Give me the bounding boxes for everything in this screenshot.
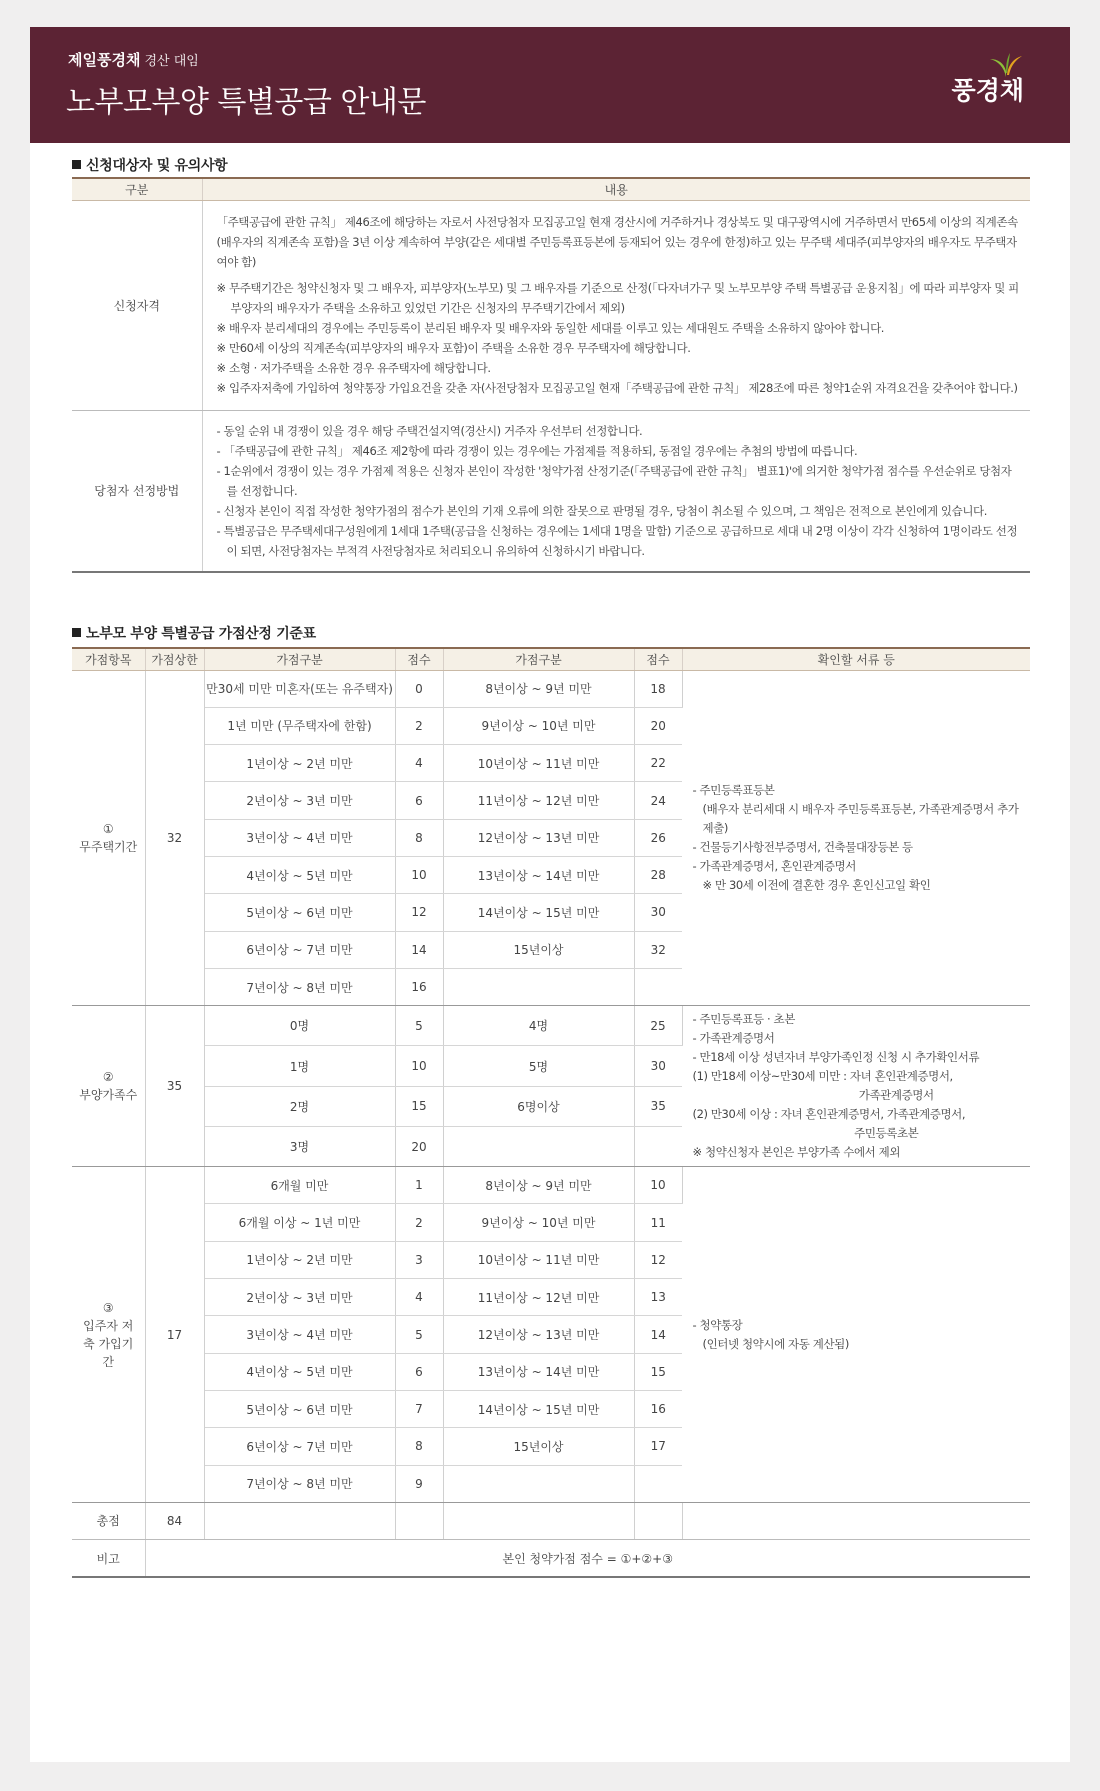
- col-header-content: 내용: [202, 178, 1030, 200]
- score-cell: [634, 1465, 682, 1502]
- table-row: [72, 200, 1030, 410]
- item-name: 무주택기간: [79, 839, 138, 854]
- table-row: [72, 670, 1030, 707]
- score-cell: 30: [634, 1046, 682, 1086]
- document-line: - 만18세 이상 성년자녀 부양가족인정 신청 시 추가확인서류: [692, 1050, 980, 1065]
- score-max-cell: 17: [145, 1167, 204, 1503]
- division-cell: 6명이상: [443, 1086, 634, 1126]
- score-cell: 26: [634, 819, 682, 856]
- documents-cell: [682, 1006, 1030, 1167]
- score-cell: 25: [634, 1006, 682, 1046]
- score-cell: 16: [395, 968, 443, 1005]
- division-cell: 4명: [443, 1006, 634, 1046]
- score-cell: 10: [634, 1167, 682, 1204]
- division-cell: 4년이상 ~ 5년 미만: [204, 856, 395, 893]
- division-cell: 1년 미만 (무주택자에 한함): [204, 707, 395, 744]
- score-item-cell: [72, 1006, 145, 1167]
- section-eligibility-title: 신청대상자 및 유의사항: [72, 155, 227, 175]
- note-item: ※ 입주자저축에 가입하여 청약통장 가입요건을 갖춘 자(사전당첨자 모집공고일 현재「주택공급에 관한 규칙」 제28조에 따른 청약1순위 자격요건을 갖추어야 합니다.): [216, 381, 1018, 395]
- division-cell: 10년이상 ~ 11년 미만: [443, 745, 634, 782]
- list-item: - 동일 순위 내 경쟁이 있을 경우 해당 주택건설지역(경산시) 거주자 우선부터 선정합니다.: [216, 423, 643, 438]
- division-cell: 6개월 미만: [204, 1167, 395, 1204]
- score-cell: 22: [634, 745, 682, 782]
- score-cell: 20: [634, 707, 682, 744]
- table-header-row: [72, 648, 1030, 670]
- header-banner: [30, 27, 1070, 143]
- col-header-category: 구분: [72, 178, 202, 200]
- division-cell: 5명: [443, 1046, 634, 1086]
- remark-row: [72, 1540, 1030, 1577]
- col-header-documents: 확인할 서류 등: [682, 648, 1030, 670]
- empty-cell: [395, 1502, 443, 1539]
- division-cell: 7년이상 ~ 8년 미만: [204, 1465, 395, 1502]
- score-cell: 20: [395, 1126, 443, 1166]
- division-cell: 13년이상 ~ 14년 미만: [443, 1353, 634, 1390]
- division-cell: 12년이상 ~ 13년 미만: [443, 819, 634, 856]
- score-cell: 5: [395, 1316, 443, 1353]
- division-cell: 11년이상 ~ 12년 미만: [443, 782, 634, 819]
- division-cell: 5년이상 ~ 6년 미만: [204, 1390, 395, 1427]
- total-label: 총점: [72, 1502, 145, 1539]
- list-item: - 신청자 본인이 직접 작성한 청약가점의 점수가 본인의 기재 오류에 의한 잘못으로 판명될 경우, 당첨이 취소될 수 있으며, 그 책임은 전적으로 본인에게 있습니다.: [216, 503, 988, 518]
- list-item: - 1순위에서 경쟁이 있는 경우 가점제 적용은 신청자 본인이 작성한 '청약가점 산정기준(「주택공급에 관한 규칙」 별표1)'에 의거한 청약가점 점수를 우선순위로 당첨자를 선정합니다.: [216, 463, 1012, 498]
- division-cell: 0명: [204, 1006, 395, 1046]
- documents-cell: [682, 670, 1030, 1006]
- score-cell: 2: [395, 1204, 443, 1241]
- division-cell: 10년이상 ~ 11년 미만: [443, 1241, 634, 1278]
- division-cell: 2명: [204, 1086, 395, 1126]
- division-cell: 4년이상 ~ 5년 미만: [204, 1353, 395, 1390]
- division-cell: 9년이상 ~ 10년 미만: [443, 1204, 634, 1241]
- division-cell: 15년이상: [443, 1428, 634, 1465]
- eligibility-table: [72, 177, 1030, 573]
- col-header-max: 가점상한: [145, 648, 204, 670]
- selection-content: [202, 410, 1030, 572]
- score-cell: 11: [634, 1204, 682, 1241]
- division-cell: 15년이상: [443, 931, 634, 968]
- brand-line: [68, 49, 199, 70]
- empty-cell: [443, 1502, 634, 1539]
- division-cell: 8년이상 ~ 9년 미만: [443, 1167, 634, 1204]
- division-cell: 8년이상 ~ 9년 미만: [443, 670, 634, 707]
- score-cell: 8: [395, 819, 443, 856]
- document-line: - 주민등록표등 · 초본: [692, 1012, 795, 1027]
- score-cell: 14: [395, 931, 443, 968]
- score-cell: 4: [395, 1279, 443, 1316]
- division-cell: 6년이상 ~ 7년 미만: [204, 931, 395, 968]
- total-row: [72, 1502, 1030, 1539]
- score-cell: 2: [395, 707, 443, 744]
- note-item: ※ 만60세 이상의 직계존속(피부양자의 배우자 포함)이 주택을 소유한 경우 무주택자에 해당합니다.: [216, 341, 691, 355]
- brand-name: 제일풍경채: [68, 51, 141, 69]
- note-item: ※ 배우자 분리세대의 경우에는 주민등록이 분리된 배우자 및 배우자와 동일한 세대를 이루고 있는 세대원도 주택을 소유하지 않아야 합니다.: [216, 321, 885, 335]
- table-row: [72, 1167, 1030, 1204]
- score-cell: 30: [634, 894, 682, 931]
- score-cell: 1: [395, 1167, 443, 1204]
- document-line: - 가족관계증명서: [692, 1031, 775, 1046]
- document-line: ※ 청약신청자 본인은 부양가족 수에서 제외: [692, 1145, 901, 1160]
- score-cell: 6: [395, 782, 443, 819]
- item-number: ①: [102, 821, 114, 836]
- section-score-title: 노부모 부양 특별공급 가점산정 기준표: [72, 623, 316, 643]
- score-cell: 15: [634, 1353, 682, 1390]
- table-row: [72, 410, 1030, 572]
- division-cell: 13년이상 ~ 14년 미만: [443, 856, 634, 893]
- score-cell: 9: [395, 1465, 443, 1502]
- division-cell: 6년이상 ~ 7년 미만: [204, 1428, 395, 1465]
- score-cell: 18: [634, 670, 682, 707]
- list-item: - 특별공급은 무주택세대구성원에게 1세대 1주택(공급을 신청하는 경우에는 1세대 1명을 말함) 기준으로 공급하므로 세대 내 2명 이상이 각각 신청하여 1명이라도 선정이 되면, 사전당첨자는 부적격 사전당첨자로 처리되오니 유의하여 신청하시기 바랍니다.: [216, 523, 1018, 558]
- table-header-row: [72, 178, 1030, 200]
- document-line: - 주민등록표등본: [692, 782, 775, 797]
- remark-label: 비고: [72, 1540, 145, 1577]
- note-item: ※ 소형 · 저가주택을 소유한 경우 유주택자에 해당합니다.: [216, 361, 491, 375]
- col-header-division: 가점구분: [443, 648, 634, 670]
- score-max-cell: 35: [145, 1006, 204, 1167]
- division-cell: 5년이상 ~ 6년 미만: [204, 894, 395, 931]
- score-cell: 4: [395, 745, 443, 782]
- document-line: - 청약통장: [692, 1317, 743, 1332]
- score-cell: 32: [634, 931, 682, 968]
- document-line: (배우자 분리세대 시 배우자 주민등록표등본, 가족관계증명서 추가 제출): [702, 801, 1019, 835]
- col-header-item: 가점항목: [72, 648, 145, 670]
- score-cell: 14: [634, 1316, 682, 1353]
- empty-cell: [634, 1502, 682, 1539]
- empty-cell: [204, 1502, 395, 1539]
- document-line: 가족관계증명서: [858, 1088, 934, 1103]
- remark-value: 본인 청약가점 점수 = ①+②+③: [145, 1540, 1030, 1577]
- division-cell: [443, 1465, 634, 1502]
- division-cell: [443, 968, 634, 1005]
- score-table: [72, 647, 1030, 1578]
- score-cell: 7: [395, 1390, 443, 1427]
- document-line: - 건물등기사항전부증명서, 건축물대장등본 등: [692, 839, 913, 854]
- document-line: (인터넷 청약시에 자동 계산됨): [702, 1336, 849, 1351]
- empty-cell: [682, 1502, 1030, 1539]
- document-line: ※ 만 30세 이전에 결혼한 경우 혼인신고일 확인: [702, 877, 931, 892]
- score-cell: 8: [395, 1428, 443, 1465]
- score-cell: 12: [634, 1241, 682, 1278]
- total-value: 84: [145, 1502, 204, 1539]
- eligibility-content: [202, 200, 1030, 410]
- score-cell: 17: [634, 1428, 682, 1465]
- col-header-score: 점수: [634, 648, 682, 670]
- division-cell: 1년이상 ~ 2년 미만: [204, 1241, 395, 1278]
- division-cell: 9년이상 ~ 10년 미만: [443, 707, 634, 744]
- division-cell: 12년이상 ~ 13년 미만: [443, 1316, 634, 1353]
- item-name: 입주자 저축 가입기간: [83, 1318, 134, 1369]
- division-cell: 6개월 이상 ~ 1년 미만: [204, 1204, 395, 1241]
- score-cell: 10: [395, 1046, 443, 1086]
- document-line: 주민등록초본: [854, 1126, 919, 1141]
- division-cell: 2년이상 ~ 3년 미만: [204, 1279, 395, 1316]
- division-cell: 7년이상 ~ 8년 미만: [204, 968, 395, 1005]
- document-line: - 가족관계증명서, 혼인관계증명서: [692, 858, 856, 873]
- brand-location: 경산 대임: [144, 54, 199, 69]
- division-cell: [443, 1126, 634, 1166]
- score-item-cell: [72, 1167, 145, 1503]
- col-header-score: 점수: [395, 648, 443, 670]
- document-line: (2) 만30세 이상 : 자녀 혼인관계증명서, 가족관계증명서,: [692, 1107, 966, 1122]
- score-cell: 3: [395, 1241, 443, 1278]
- score-cell: 0: [395, 670, 443, 707]
- item-number: ③: [102, 1300, 114, 1315]
- table-row: [72, 1006, 1030, 1046]
- division-cell: 11년이상 ~ 12년 미만: [443, 1279, 634, 1316]
- note-item: ※ 무주택기간은 청약신청자 및 그 배우자, 피부양자(노부모) 및 그 배우자를 기준으로 산정(「다자녀가구 및 노부모부양 주택 특별공급 운용지침」에 따라 피부양자 및 피부양자의 배우자가 주택을 소유하고 있었던 기간은 신청자의 무주택기간에서 제외): [216, 281, 1019, 315]
- score-cell: 28: [634, 856, 682, 893]
- documents-cell: [682, 1167, 1030, 1503]
- score-cell: 24: [634, 782, 682, 819]
- score-cell: [634, 968, 682, 1005]
- division-cell: 14년이상 ~ 15년 미만: [443, 1390, 634, 1427]
- score-cell: 35: [634, 1086, 682, 1126]
- score-cell: [634, 1126, 682, 1166]
- score-max-cell: 32: [145, 670, 204, 1006]
- notice-page: [30, 27, 1070, 1762]
- item-number: ②: [102, 1070, 114, 1085]
- score-cell: 16: [634, 1390, 682, 1427]
- division-cell: 2년이상 ~ 3년 미만: [204, 782, 395, 819]
- division-cell: 3년이상 ~ 4년 미만: [204, 1316, 395, 1353]
- division-cell: 14년이상 ~ 15년 미만: [443, 894, 634, 931]
- score-cell: 12: [395, 894, 443, 931]
- document-line: (1) 만18세 이상~만30세 미만 : 자녀 혼인관계증명서,: [692, 1069, 953, 1084]
- division-cell: 1년이상 ~ 2년 미만: [204, 745, 395, 782]
- score-cell: 6: [395, 1353, 443, 1390]
- score-cell: 15: [395, 1086, 443, 1126]
- row-label-selection: 당첨자 선정방법: [72, 410, 202, 572]
- page-title: 노부모부양 특별공급 안내문: [66, 85, 426, 120]
- score-cell: 5: [395, 1006, 443, 1046]
- score-item-cell: [72, 670, 145, 1006]
- division-cell: 3년이상 ~ 4년 미만: [204, 819, 395, 856]
- score-cell: 10: [395, 856, 443, 893]
- division-cell: 만30세 미만 미혼자(또는 유주택자): [204, 670, 395, 707]
- item-name: 부양가족수: [79, 1088, 138, 1103]
- score-cell: 13: [634, 1279, 682, 1316]
- col-header-division: 가점구분: [204, 648, 395, 670]
- brand-logo: 풍경채: [951, 76, 1024, 105]
- division-cell: 3명: [204, 1126, 395, 1166]
- list-item: - 「주택공급에 관한 규칙」 제46조 제2항에 따라 경쟁이 있는 경우에는 가점제를 적용하되, 동점일 경우에는 추첨의 방법에 따릅니다.: [216, 443, 858, 458]
- eligibility-main-text: 「주택공급에 관한 규칙」 제46조에 해당하는 자로서 사전당첨자 모집공고일 현재 경산시에 거주하거나 경상북도 및 대구광역시에 거주하면서 만65세 이상의 직계존속(배우자의 직계존속 포함)을 3년 이상 계속하여 부양(같은 세대별 주민등록표등본에 등재되어 있는 경우에 한정)하고 있는 무주택 세대주(피부양자의 배우자도 무주택자여야 함): [216, 215, 1018, 269]
- division-cell: 1명: [204, 1046, 395, 1086]
- row-label-eligibility: 신청자격: [72, 200, 202, 410]
